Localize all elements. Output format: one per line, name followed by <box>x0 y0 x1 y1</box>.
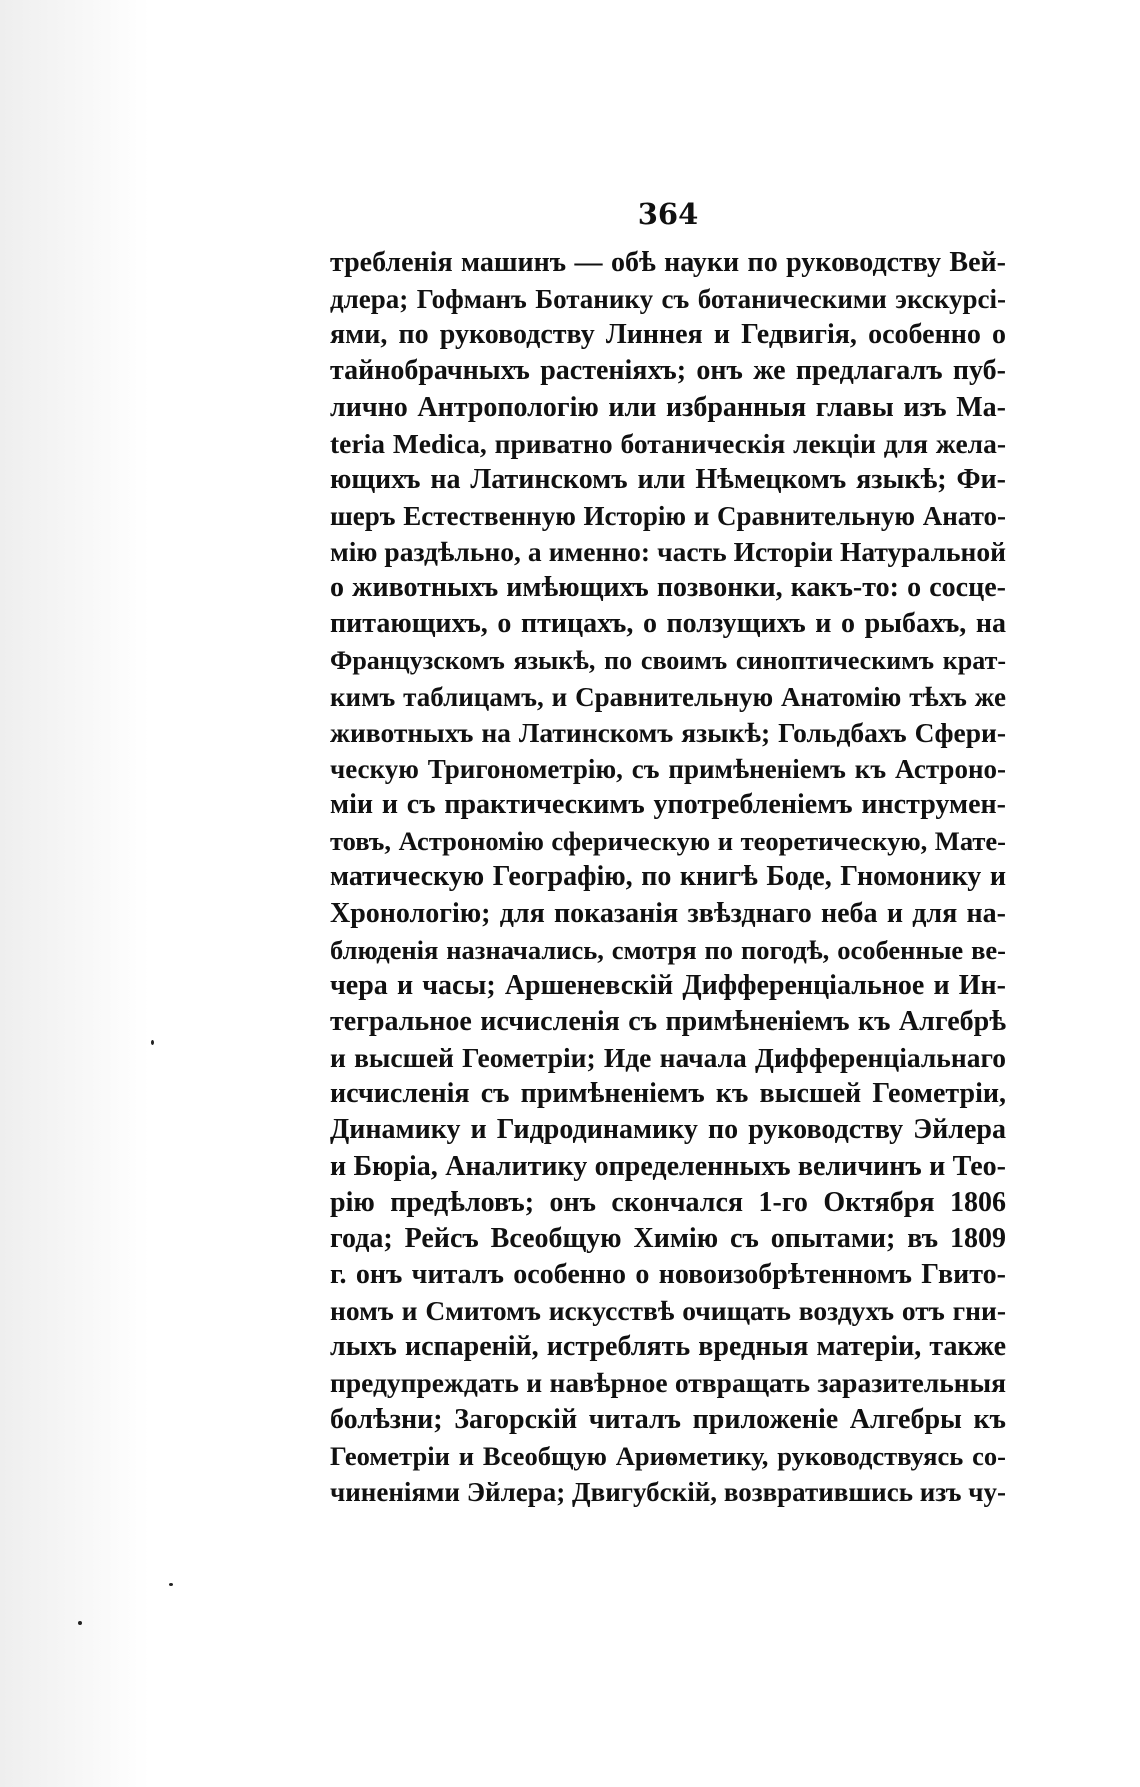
text-line: лыхъ испареній, истреблять вредныя матеріи, также <box>330 1331 1006 1363</box>
text-line: и высшей Геометріи; Иде начала Дифференціальнаго <box>330 1042 1006 1074</box>
text-line: чиненіями Эйлера; Двигубскій, возвратившись изъ чу- <box>330 1476 1006 1507</box>
text-line: шеръ Естественную Исторію и Сравнительную Анато- <box>330 500 1006 531</box>
text-line: тегральное исчисленія съ примѣненіемъ къ Алгебрѣ <box>330 1005 1006 1037</box>
text-line: длера; Гофманъ Ботанику съ ботаническими экскурсі- <box>330 284 1006 315</box>
text-line: тайнобрачныхъ растеніяхъ; онъ же предлагалъ пуб- <box>330 355 1006 387</box>
text-line: животныхъ на Латинскомъ языкѣ; Гольдбахъ Сфери- <box>330 716 1006 748</box>
text-line: ющихъ на Латинскомъ или Нѣмецкомъ языкѣ; Фи- <box>330 463 1006 495</box>
text-line: предупреждать и навѣрное отвращать заразительныя <box>330 1367 1006 1399</box>
text-line: года; Рейсъ Всеобщую Химію съ опытами; въ 1809 <box>330 1222 1006 1254</box>
page-body-text <box>330 245 1006 1510</box>
text-line: питающихъ, о птицахъ, о ползущихъ и о рыбахъ, на <box>330 608 1006 640</box>
page-number: 364 <box>637 197 699 231</box>
text-line: о животныхъ имѣющихъ позвонки, какъ-то: о сосце- <box>330 572 1006 604</box>
text-line: блюденія назначались, смотря по погодѣ, особенные ве- <box>330 934 1006 965</box>
text-line: товъ, Астрономію сферическую и теоретическую, Мате- <box>330 826 1006 857</box>
text-line: чера и часы; Аршеневскій Дифференціальное и Ин- <box>330 969 1006 1001</box>
text-line: Динамику и Гидродинамику по руководству Эйлера <box>330 1114 1006 1146</box>
text-line: кимъ таблицамъ, и Сравнительную Анатомію тѣхъ же <box>330 681 1006 712</box>
text-line: ями, по руководству Линнея и Гедвигія, особенно о <box>330 319 1006 351</box>
text-line: Геометріи и Всеобщую Ариѳметику, руководствуясь со- <box>330 1440 1006 1471</box>
text-line: и Бюріа, Аналитику определенныхъ величинъ и Тео- <box>330 1150 1006 1182</box>
scan-speck <box>151 1040 154 1045</box>
text-line: ческую Тригонометрію, съ примѣненіемъ къ Астроно- <box>330 753 1006 784</box>
text-line: Французскомъ языкѣ, по своимъ синоптическимъ крат- <box>330 645 1006 675</box>
text-line: teria Medica, приватно ботаническія лекціи для жела- <box>330 427 1006 459</box>
text-line: міи и съ практическимъ употребленіемъ инструмен- <box>330 789 1006 821</box>
scan-speck <box>78 1621 82 1625</box>
text-line: номъ и Смитомъ искусствѣ очищать воздухъ отъ гни- <box>330 1295 1006 1327</box>
text-line: лично Антропологію или избранныя главы изъ Ма- <box>330 391 1006 423</box>
text-line: г. онъ читалъ особенно о новоизобрѣтенномъ Гвито- <box>330 1258 1006 1290</box>
page-shadow-edge <box>0 0 150 1787</box>
scan-speck <box>169 1583 173 1586</box>
text-line: матическую Географію, по книгѣ Боде, Гномонику и <box>330 861 1006 893</box>
text-line: требленія машинъ — обѣ науки по руководству Вей- <box>330 247 1006 278</box>
text-line: Хронологію; для показанія звѣзднаго неба и для на- <box>330 897 1006 929</box>
text-line: болѣзни; Загорскій читалъ приложеніе Алгебры къ <box>330 1403 1006 1435</box>
text-line: мію раздѣльно, а именно: часть Исторіи Натуральной <box>330 536 1006 568</box>
text-line: исчисленія съ примѣненіемъ къ высшей Геометріи, <box>330 1078 1006 1110</box>
text-line: рію предѣловъ; онъ скончался 1-го Октября 1806 <box>330 1186 1006 1218</box>
